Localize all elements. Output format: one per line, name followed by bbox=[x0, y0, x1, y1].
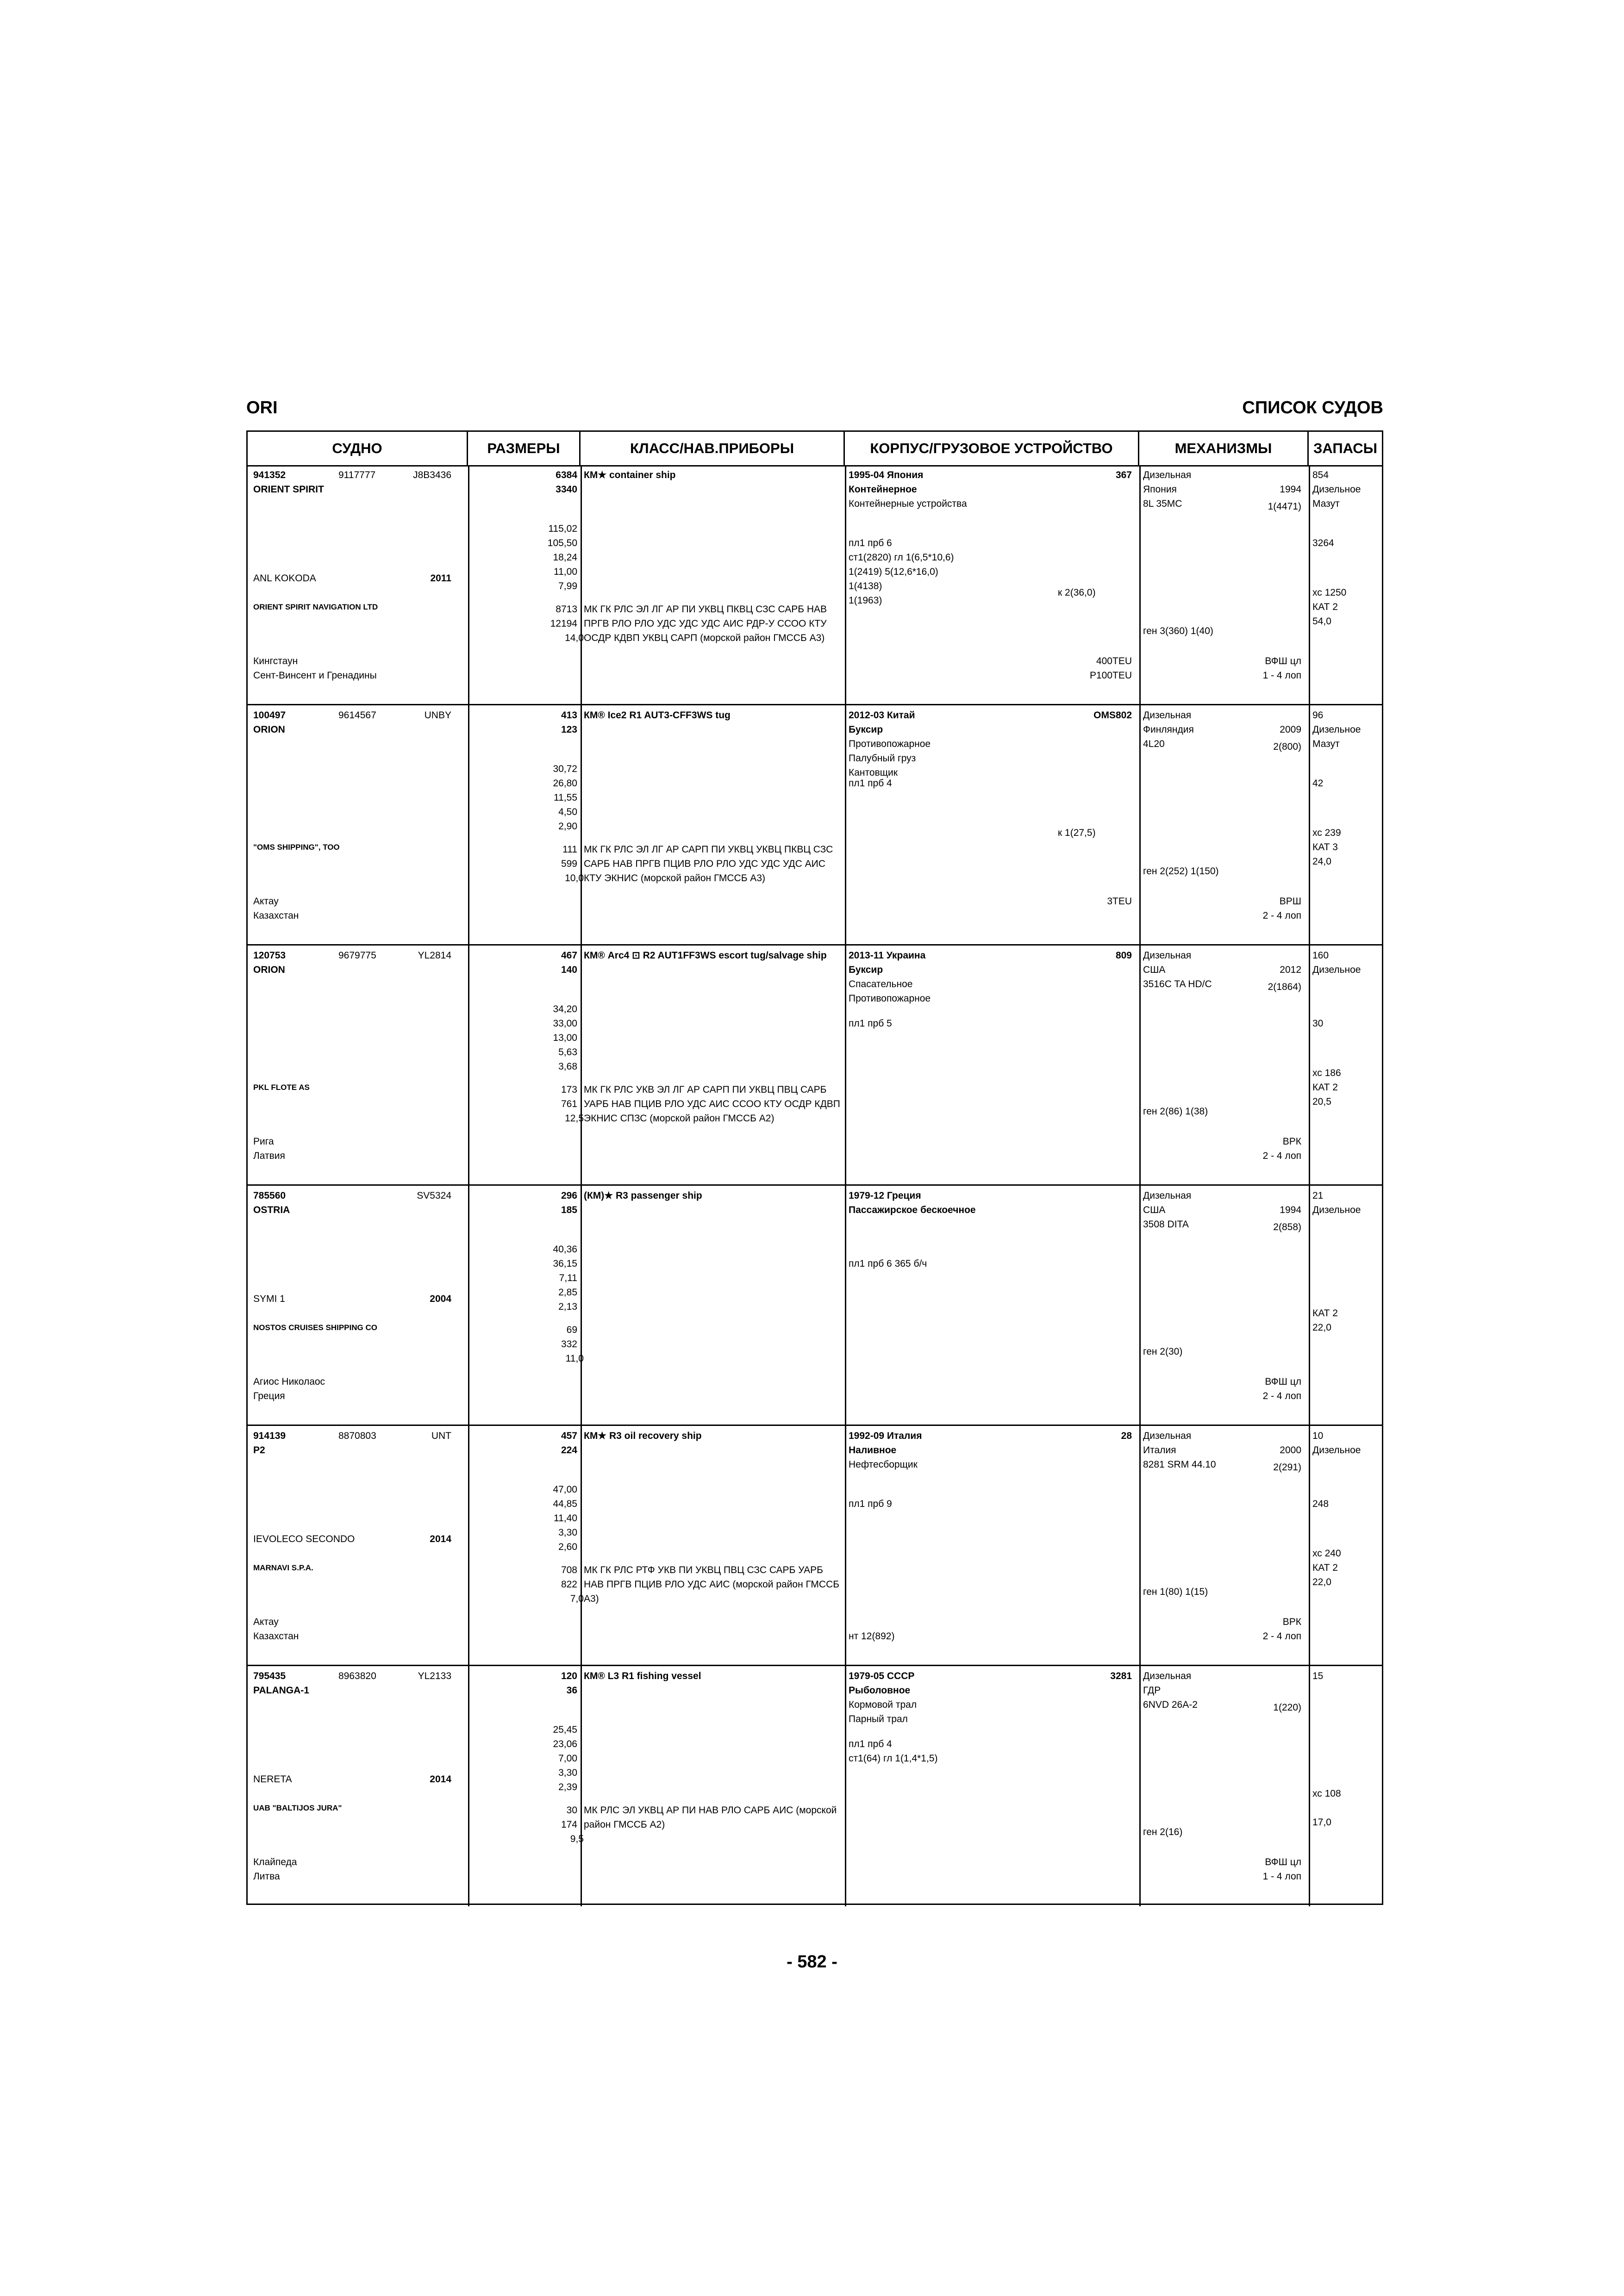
column-divider bbox=[581, 946, 582, 1186]
engine-info: Финляндия bbox=[1143, 724, 1194, 735]
nav-equipment: МК ГК РЛС ЭЛ ЛГ АР ПИ УКВЦ ПКВЦ СЗС САРБ НАВ ПРГВ РЛО РЛО УДС УДС УДС АИС РДР-У ССОО КТУ ОСДР КДВП УКВЦ САРП (морской район ГМССБ А3) bbox=[584, 604, 827, 643]
generator-info: ген 2(30) bbox=[1143, 1346, 1183, 1357]
column-divider bbox=[468, 465, 469, 705]
column-header-class: КЛАСС/НАВ.ПРИБОРЫ bbox=[581, 432, 845, 465]
stores-value: Мазут bbox=[1312, 739, 1340, 749]
column-divider bbox=[468, 1426, 469, 1666]
call-sign: SV5324 bbox=[417, 1190, 451, 1201]
column-divider bbox=[845, 1186, 846, 1426]
net-tonnage: 3340 bbox=[556, 484, 577, 495]
hull-type: Палубный груз bbox=[849, 753, 916, 764]
stores-value: КАТ 2 bbox=[1312, 602, 1338, 612]
propeller-blades: 2 - 4 лоп bbox=[1262, 910, 1301, 921]
propeller-blades: 2 - 4 лоп bbox=[1262, 1151, 1301, 1161]
imo-number: 9614567 bbox=[338, 710, 376, 721]
stores-value: Дизельное bbox=[1312, 484, 1361, 495]
dimension-value: 4,50 bbox=[558, 807, 577, 817]
hull-detail: ст1(64) гл 1(1,4*1,5) bbox=[849, 1753, 938, 1764]
stores-value: Дизельное bbox=[1312, 724, 1361, 735]
stores-value: хс 108 bbox=[1312, 1788, 1341, 1799]
gross-tonnage: 6384 bbox=[556, 470, 577, 480]
hull-type: Кантовщик bbox=[849, 767, 898, 778]
hull-type: Противопожарное bbox=[849, 739, 931, 749]
hull-detail: пл1 прб 4 bbox=[849, 1739, 892, 1749]
deadweight-value: 174 bbox=[561, 1819, 577, 1830]
page-number: - 582 - bbox=[787, 1952, 837, 1972]
dimension-value: 7,11 bbox=[559, 1273, 577, 1283]
generator-info: ген 2(86) 1(38) bbox=[1143, 1106, 1208, 1117]
build-info: 1995-04 Япония bbox=[849, 470, 924, 480]
propeller-blades: 1 - 4 лоп bbox=[1262, 1871, 1301, 1882]
stores-value: КАТ 2 bbox=[1312, 1082, 1338, 1093]
dimension-value: 11,55 bbox=[554, 792, 577, 803]
registry-number: 120753 bbox=[253, 950, 286, 961]
dimension-value: 11,40 bbox=[554, 1513, 577, 1524]
ship-record bbox=[248, 1426, 1382, 1666]
engine-year: 2009 bbox=[1280, 724, 1301, 735]
hull-type: Спасательное bbox=[849, 979, 913, 989]
dimension-value: 11,00 bbox=[554, 566, 577, 577]
dimension-value: 7,00 bbox=[558, 1753, 577, 1764]
page-header-right: СПИСОК СУДОВ bbox=[1242, 398, 1383, 417]
dimension-value: 33,00 bbox=[553, 1018, 577, 1029]
column-divider bbox=[468, 1186, 469, 1426]
registry-number: 100497 bbox=[253, 710, 286, 721]
engine-info: ГДР bbox=[1143, 1685, 1161, 1696]
dimension-value: 13,00 bbox=[553, 1033, 577, 1043]
engine-year: 2012 bbox=[1280, 964, 1301, 975]
hull-type: Противопожарное bbox=[849, 993, 931, 1004]
stores-value: 3264 bbox=[1312, 538, 1334, 548]
column-divider bbox=[581, 1186, 582, 1426]
ship-record bbox=[248, 465, 1382, 705]
column-divider bbox=[1309, 1186, 1310, 1426]
dimension-value: 3,30 bbox=[558, 1767, 577, 1778]
nav-equipment: МК РЛС ЭЛ УКВЦ АР ПИ НАВ РЛО САРБ АИС (морской район ГМССБ А2) bbox=[584, 1805, 837, 1830]
flag-country: Латвия bbox=[253, 1151, 285, 1161]
generator-info: ген 3(360) 1(40) bbox=[1143, 626, 1213, 636]
ship-name: ORION bbox=[253, 964, 285, 975]
column-divider bbox=[581, 705, 582, 946]
registry-number: 914139 bbox=[253, 1431, 286, 1441]
stores-value: 248 bbox=[1312, 1499, 1329, 1509]
flag-country: Казахстан bbox=[253, 910, 299, 921]
dimension-value: 44,85 bbox=[553, 1499, 577, 1509]
registry-number: 785560 bbox=[253, 1190, 286, 1201]
stores-value: 854 bbox=[1312, 470, 1329, 480]
home-port: Рига bbox=[253, 1136, 274, 1147]
engine-power: 2(1864) bbox=[1268, 982, 1301, 992]
engine-info: 3508 DITA bbox=[1143, 1219, 1189, 1230]
engine-info: 6NVD 26A-2 bbox=[1143, 1699, 1198, 1710]
deadweight-value: 9,5 bbox=[570, 1834, 584, 1844]
deadweight-value: 30 bbox=[566, 1805, 577, 1816]
flag-country: Сент-Винсент и Гренадины bbox=[253, 670, 377, 681]
ship-name: PALANGA-1 bbox=[253, 1685, 309, 1696]
home-port: Агиос Николаос bbox=[253, 1376, 325, 1387]
dimension-value: 30,72 bbox=[553, 764, 577, 774]
build-info: 1979-12 Греция bbox=[849, 1190, 921, 1201]
dimension-value: 7,99 bbox=[558, 581, 577, 591]
stores-value: хс 239 bbox=[1312, 828, 1341, 838]
deadweight-value: 12,5 bbox=[565, 1113, 584, 1124]
deadweight-value: 761 bbox=[561, 1099, 577, 1109]
gross-tonnage: 296 bbox=[561, 1190, 577, 1201]
column-divider bbox=[1309, 465, 1310, 705]
column-divider bbox=[845, 465, 846, 705]
engine-power: 2(800) bbox=[1273, 741, 1301, 752]
propeller-blades: 2 - 4 лоп bbox=[1262, 1391, 1301, 1401]
yard-number: 28 bbox=[1121, 1431, 1132, 1441]
engine-power: 1(4471) bbox=[1268, 501, 1301, 512]
home-port: Актау bbox=[253, 896, 279, 907]
stores-value: 42 bbox=[1312, 778, 1324, 789]
call-sign: YL2814 bbox=[418, 950, 451, 961]
dimension-value: 40,36 bbox=[553, 1244, 577, 1255]
stores-value: Дизельное bbox=[1312, 1205, 1361, 1215]
yard-number: 367 bbox=[1115, 470, 1132, 480]
ship-name: OSTRIA bbox=[253, 1205, 290, 1215]
column-divider bbox=[845, 705, 846, 946]
column-divider bbox=[468, 705, 469, 946]
dimension-value: 3,30 bbox=[558, 1527, 577, 1538]
tank-capacity: нт 12(892) bbox=[849, 1631, 895, 1642]
stores-value: 96 bbox=[1312, 710, 1324, 721]
hull-type: Буксир bbox=[849, 724, 883, 735]
hull-type: Контейнерное bbox=[849, 484, 917, 495]
hull-type: Рыболовное bbox=[849, 1685, 911, 1696]
former-name-year: 2004 bbox=[430, 1294, 451, 1304]
engine-power: 1(220) bbox=[1273, 1702, 1301, 1713]
generator-info: ген 2(16) bbox=[1143, 1827, 1183, 1837]
yard-number: 809 bbox=[1115, 950, 1132, 961]
deadweight-value: 332 bbox=[561, 1339, 577, 1350]
hull-type: Контейнерные устройства bbox=[849, 498, 967, 509]
deadweight-value: 599 bbox=[561, 859, 577, 869]
stores-value: 54,0 bbox=[1312, 616, 1331, 627]
column-divider bbox=[1139, 705, 1141, 946]
column-divider bbox=[845, 1666, 846, 1906]
gross-tonnage: 120 bbox=[561, 1671, 577, 1681]
build-info: 1992-09 Италия bbox=[849, 1431, 922, 1441]
class-notation: КМ★ R3 oil recovery ship bbox=[584, 1431, 702, 1441]
generator-info: ген 1(80) 1(15) bbox=[1143, 1587, 1208, 1597]
deadweight-value: 14,0 bbox=[565, 633, 584, 643]
propeller-type: ВРК bbox=[1282, 1617, 1301, 1627]
stores-value: 20,5 bbox=[1312, 1096, 1331, 1107]
net-tonnage: 140 bbox=[561, 964, 577, 975]
deadweight-value: 11,0 bbox=[565, 1353, 584, 1364]
ship-table bbox=[246, 430, 1383, 1905]
stores-value: хс 240 bbox=[1312, 1548, 1341, 1559]
dimension-value: 18,24 bbox=[553, 552, 577, 563]
column-header-ship: СУДНО bbox=[248, 432, 468, 465]
flag-country: Казахстан bbox=[253, 1631, 299, 1642]
generator-info: ген 2(252) 1(150) bbox=[1143, 866, 1219, 877]
column-divider bbox=[1139, 1666, 1141, 1906]
home-port: Актау bbox=[253, 1617, 279, 1627]
flag-country: Греция bbox=[253, 1391, 285, 1401]
ship-record bbox=[248, 1666, 1382, 1906]
hull-type: Буксир bbox=[849, 964, 883, 975]
registry-number: 941352 bbox=[253, 470, 286, 480]
hull-detail: 1(1963) bbox=[849, 595, 882, 606]
gross-tonnage: 457 bbox=[561, 1431, 577, 1441]
column-header-hull: КОРПУС/ГРУЗОВОЕ УСТРОЙСТВО bbox=[845, 432, 1139, 465]
hull-type: Нефтесборщик bbox=[849, 1459, 918, 1470]
stores-value: 24,0 bbox=[1312, 856, 1331, 867]
page-header-left: ORI bbox=[246, 398, 278, 417]
dimension-value: 36,15 bbox=[553, 1258, 577, 1269]
dimension-value: 3,68 bbox=[558, 1061, 577, 1072]
nav-equipment: МК ГК РЛС РТФ УКВ ПИ УКВЦ ПВЦ СЗС САРБ УАРБ НАВ ПРГВ ПЦИВ РЛО УДС АИС (морской район ГМССБ А3) bbox=[584, 1565, 840, 1604]
deadweight-value: 10,0 bbox=[565, 873, 584, 884]
column-divider bbox=[1139, 1426, 1141, 1666]
engine-info: США bbox=[1143, 1205, 1166, 1215]
deadweight-value: 8713 bbox=[556, 604, 577, 615]
column-divider bbox=[845, 946, 846, 1186]
owner-name: NOSTOS CRUISES SHIPPING CO bbox=[253, 1323, 377, 1332]
dimension-value: 23,06 bbox=[553, 1739, 577, 1749]
engine-year: 2000 bbox=[1280, 1445, 1301, 1456]
deadweight-value: 12194 bbox=[550, 618, 577, 629]
nav-equipment: МК ГК РЛС УКВ ЭЛ ЛГ АР САРП ПИ УКВЦ ПВЦ САРБ УАРБ НАВ ПЦИВ РЛО УДС АИС ССОО КТУ ОСДР КДВП ЭКНИС СПЗС (морской район ГМССБ А2) bbox=[584, 1084, 840, 1124]
call-sign: UNT bbox=[431, 1431, 451, 1441]
gross-tonnage: 467 bbox=[561, 950, 577, 961]
column-divider bbox=[581, 1426, 582, 1666]
hull-detail: пл1 прб 4 bbox=[849, 778, 892, 789]
hull-type: Парный трал bbox=[849, 1714, 908, 1724]
stores-value: 160 bbox=[1312, 950, 1329, 961]
stores-value: 30 bbox=[1312, 1018, 1324, 1029]
hull-type: Кормовой трал bbox=[849, 1699, 917, 1710]
net-tonnage: 224 bbox=[561, 1445, 577, 1456]
column-divider bbox=[581, 465, 582, 705]
engine-info: Дизельная bbox=[1143, 470, 1192, 480]
former-name: ANL KOKODA bbox=[253, 573, 316, 584]
column-divider bbox=[581, 1666, 582, 1906]
engine-info: США bbox=[1143, 964, 1166, 975]
class-notation: КМ® L3 R1 fishing vessel bbox=[584, 1671, 701, 1681]
stores-value: КАТ 3 bbox=[1312, 842, 1338, 852]
engine-info: Дизельная bbox=[1143, 710, 1192, 721]
former-name-year: 2011 bbox=[430, 573, 451, 584]
owner-name: UAB "BALTIJOS JURA" bbox=[253, 1804, 342, 1812]
deadweight-value: 7,0 bbox=[570, 1593, 584, 1604]
hull-detail: 1(2419) 5(12,6*16,0) bbox=[849, 566, 938, 577]
imo-number: 9679775 bbox=[338, 950, 376, 961]
engine-year: 1994 bbox=[1280, 484, 1301, 495]
owner-name: "OMS SHIPPING", ТОО bbox=[253, 843, 340, 852]
gross-tonnage: 413 bbox=[561, 710, 577, 721]
column-header-stores: ЗАПАСЫ bbox=[1313, 440, 1378, 456]
dimension-value: 26,80 bbox=[553, 778, 577, 789]
owner-name: ORIENT SPIRIT NAVIGATION LTD bbox=[253, 603, 378, 611]
crane-info: к 1(27,5) bbox=[1058, 828, 1096, 838]
hull-detail: 1(4138) bbox=[849, 581, 882, 591]
home-port: Клайпеда bbox=[253, 1857, 297, 1867]
column-divider bbox=[845, 1426, 846, 1666]
deadweight-value: 173 bbox=[561, 1084, 577, 1095]
propeller-blades: 1 - 4 лоп bbox=[1262, 670, 1301, 681]
dimension-value: 2,39 bbox=[558, 1782, 577, 1792]
class-notation: (КМ)★ R3 passenger ship bbox=[584, 1190, 702, 1201]
hull-detail: пл1 прб 9 bbox=[849, 1499, 892, 1509]
build-info: 2012-03 Китай bbox=[849, 710, 915, 721]
stores-value: Дизельное bbox=[1312, 1445, 1361, 1456]
home-port: Кингстаун bbox=[253, 656, 298, 666]
hull-detail: пл1 прб 6 365 б/ч bbox=[849, 1258, 927, 1269]
engine-info: 8281 SRM 44.10 bbox=[1143, 1459, 1216, 1470]
engine-info: 3516C TA HD/C bbox=[1143, 979, 1212, 989]
stores-value: КАТ 2 bbox=[1312, 1562, 1338, 1573]
ship-name: P2 bbox=[253, 1445, 265, 1456]
deadweight-value: 822 bbox=[561, 1579, 577, 1590]
call-sign: YL2133 bbox=[418, 1671, 451, 1681]
engine-info: Дизельная bbox=[1143, 1671, 1192, 1681]
container-capacity: 3TEU bbox=[1107, 896, 1132, 907]
dimension-value: 105,50 bbox=[547, 538, 577, 548]
class-notation: КМ★ container ship bbox=[584, 470, 676, 480]
column-divider bbox=[1309, 1426, 1310, 1666]
yard-number: 3281 bbox=[1110, 1671, 1132, 1681]
propeller-type: ВРШ bbox=[1279, 896, 1301, 907]
hull-detail: пл1 прб 6 bbox=[849, 538, 892, 548]
dimension-value: 2,60 bbox=[558, 1542, 577, 1552]
engine-info: Дизельная bbox=[1143, 1190, 1192, 1201]
former-name-year: 2014 bbox=[430, 1534, 451, 1544]
column-divider bbox=[1309, 946, 1310, 1186]
propeller-type: ВФШ цл bbox=[1265, 1376, 1301, 1387]
stores-value: 21 bbox=[1312, 1190, 1324, 1201]
engine-info: Дизельная bbox=[1143, 1431, 1192, 1441]
stores-value: 15 bbox=[1312, 1671, 1324, 1681]
crane-info: к 2(36,0) bbox=[1058, 587, 1096, 598]
ship-name: ORION bbox=[253, 724, 285, 735]
column-divider bbox=[1139, 465, 1141, 705]
deadweight-value: 111 bbox=[562, 844, 577, 855]
stores-value: хс 1250 bbox=[1312, 587, 1347, 598]
engine-info: 4L20 bbox=[1143, 739, 1165, 749]
deadweight-value: 69 bbox=[566, 1325, 577, 1335]
ship-name: ORIENT SPIRIT bbox=[253, 484, 324, 495]
registry-number: 795435 bbox=[253, 1671, 286, 1681]
hull-type: Пассажирское бескоечное bbox=[849, 1205, 976, 1215]
hull-detail: ст1(2820) гл 1(6,5*10,6) bbox=[849, 552, 954, 563]
engine-info: Дизельная bbox=[1143, 950, 1192, 961]
propeller-type: ВФШ цл bbox=[1265, 1857, 1301, 1867]
engine-power: 2(291) bbox=[1273, 1462, 1301, 1473]
dimension-value: 47,00 bbox=[553, 1484, 577, 1495]
dimension-value: 2,85 bbox=[558, 1287, 577, 1298]
imo-number: 8963820 bbox=[338, 1671, 376, 1681]
container-capacity: 400TEU bbox=[1096, 656, 1132, 666]
net-tonnage: 185 bbox=[561, 1205, 577, 1215]
call-sign: UNBY bbox=[424, 710, 451, 721]
stores-value: 22,0 bbox=[1312, 1322, 1331, 1333]
dimension-value: 25,45 bbox=[553, 1724, 577, 1735]
column-header-dimensions: РАЗМЕРЫ bbox=[468, 432, 581, 465]
column-divider bbox=[1309, 1666, 1310, 1906]
yard-number: OMS802 bbox=[1093, 710, 1132, 721]
owner-name: MARNAVI S.P.A. bbox=[253, 1563, 313, 1572]
ship-record bbox=[248, 705, 1382, 946]
ship-record bbox=[248, 1186, 1382, 1426]
build-info: 1979-05 СССР bbox=[849, 1671, 915, 1681]
column-divider bbox=[468, 1666, 469, 1906]
dimension-value: 34,20 bbox=[553, 1004, 577, 1014]
container-capacity: P100TEU bbox=[1089, 670, 1132, 681]
flag-country: Литва bbox=[253, 1871, 280, 1882]
column-header-machinery: МЕХАНИЗМЫ bbox=[1139, 432, 1309, 465]
propeller-blades: 2 - 4 лоп bbox=[1262, 1631, 1301, 1642]
former-name-year: 2014 bbox=[430, 1774, 451, 1785]
nav-equipment: МК ГК РЛС ЭЛ ЛГ АР САРП ПИ УКВЦ УКВЦ ПКВЦ СЗС САРБ НАВ ПРГВ ПЦИВ РЛО РЛО УДС УДС УДС АИС КТУ ЭКНИС (морской район ГМССБ А3) bbox=[584, 844, 833, 884]
ship-record bbox=[248, 946, 1382, 1186]
stores-value: 17,0 bbox=[1312, 1817, 1331, 1828]
engine-info: Италия bbox=[1143, 1445, 1176, 1456]
class-notation: КМ® Ice2 R1 AUT3-CFF3WS tug bbox=[584, 710, 731, 721]
propeller-type: ВРК bbox=[1282, 1136, 1301, 1147]
call-sign: J8B3436 bbox=[413, 470, 451, 480]
class-notation: КМ® Arc4 ⊡ R2 AUT1FF3WS escort tug/salvage ship bbox=[584, 950, 827, 961]
stores-value: Дизельное bbox=[1312, 964, 1361, 975]
dimension-value: 2,90 bbox=[558, 821, 577, 832]
hull-type: Наливное bbox=[849, 1445, 897, 1456]
engine-info: Япония bbox=[1143, 484, 1177, 495]
stores-value: КАТ 2 bbox=[1312, 1308, 1338, 1319]
column-divider bbox=[1139, 1186, 1141, 1426]
net-tonnage: 123 bbox=[561, 724, 577, 735]
former-name: NERETA bbox=[253, 1774, 292, 1785]
stores-value: 10 bbox=[1312, 1431, 1324, 1441]
engine-year: 1994 bbox=[1280, 1205, 1301, 1215]
column-divider bbox=[468, 946, 469, 1186]
propeller-type: ВФШ цл bbox=[1265, 656, 1301, 666]
former-name: IEVOLECO SECONDO bbox=[253, 1534, 355, 1544]
deadweight-value: 708 bbox=[561, 1565, 577, 1575]
column-divider bbox=[1139, 946, 1141, 1186]
stores-value: хс 186 bbox=[1312, 1068, 1341, 1078]
former-name: SYMI 1 bbox=[253, 1294, 285, 1304]
imo-number: 8870803 bbox=[338, 1431, 376, 1441]
owner-name: PKL FLOTE AS bbox=[253, 1083, 310, 1092]
table-header bbox=[248, 432, 1382, 467]
build-info: 2013-11 Украина bbox=[849, 950, 926, 961]
engine-info: 8L 35MC bbox=[1143, 498, 1182, 509]
hull-detail: пл1 прб 5 bbox=[849, 1018, 892, 1029]
stores-value: Мазут bbox=[1312, 498, 1340, 509]
column-divider bbox=[1309, 705, 1310, 946]
dimension-value: 5,63 bbox=[558, 1047, 577, 1058]
engine-power: 2(858) bbox=[1273, 1222, 1301, 1232]
imo-number: 9117777 bbox=[338, 470, 376, 480]
net-tonnage: 36 bbox=[566, 1685, 577, 1696]
stores-value: 22,0 bbox=[1312, 1577, 1331, 1587]
dimension-value: 2,13 bbox=[558, 1301, 577, 1312]
dimension-value: 115,02 bbox=[548, 523, 577, 534]
